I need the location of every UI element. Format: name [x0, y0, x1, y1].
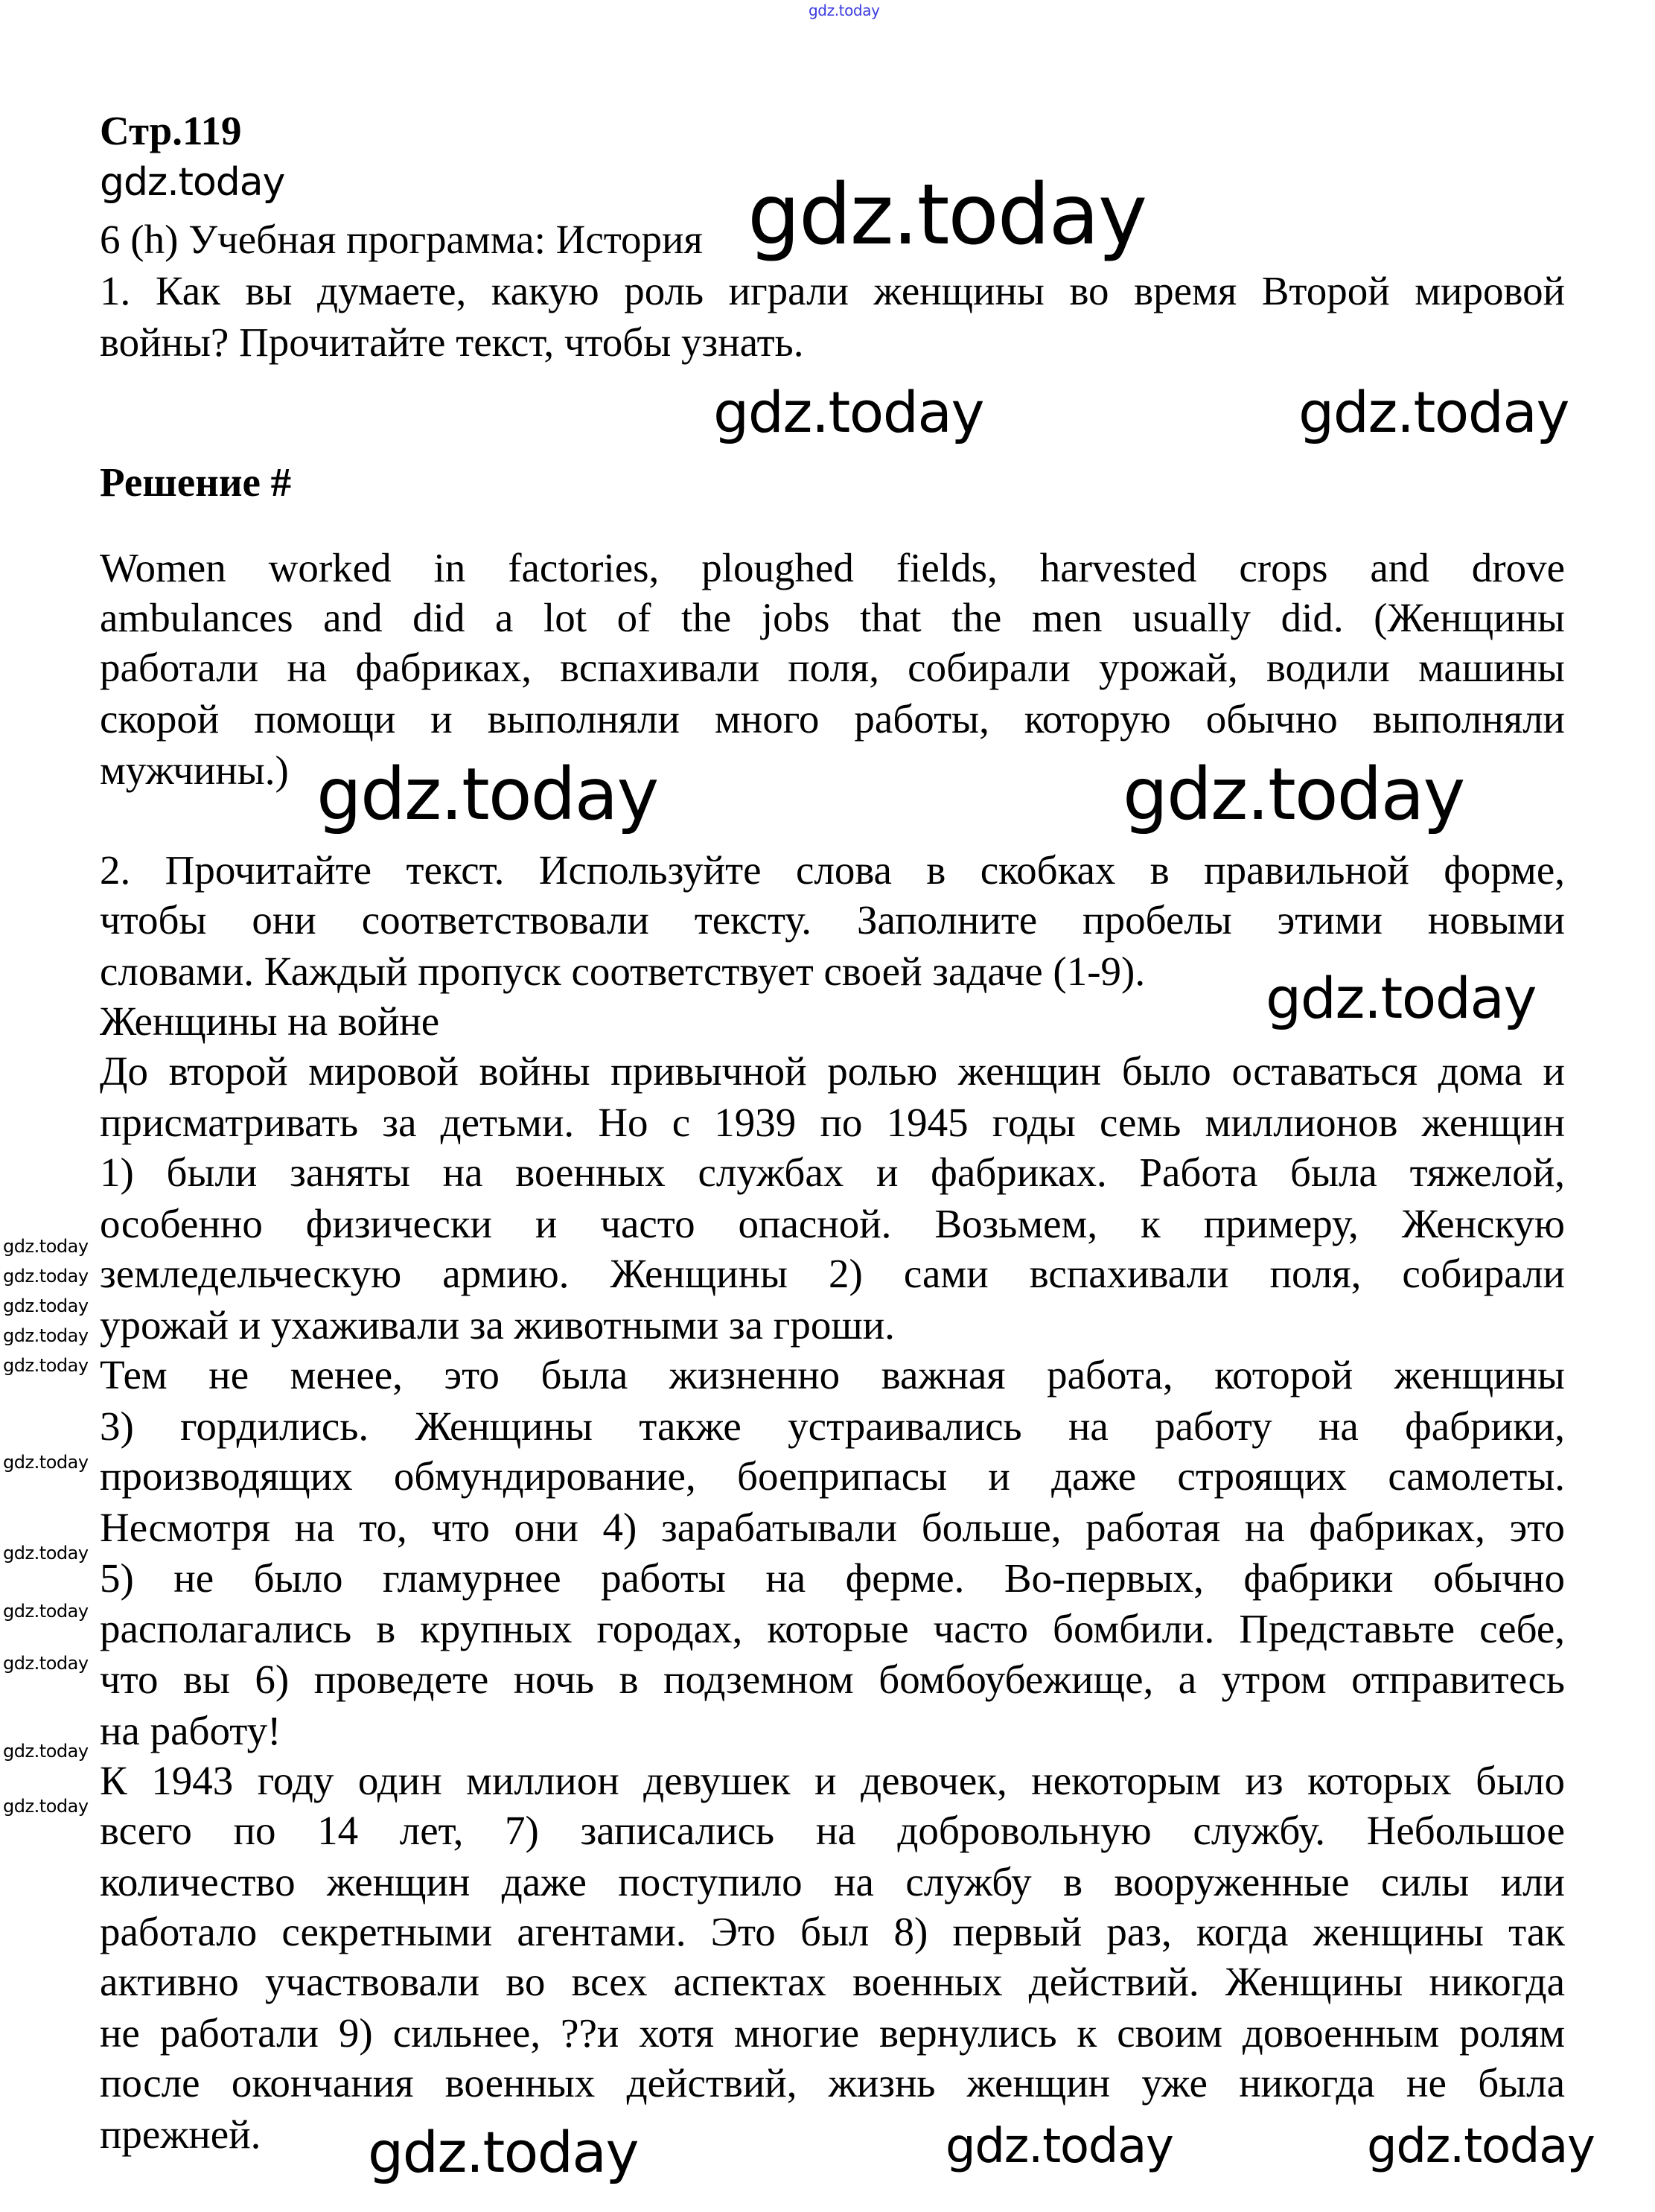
answer-1-line: ambulances and did a lot of the jobs that the men usually did. (Женщины — [100, 595, 1565, 640]
text-line: работало секретными агентами. Это был 8) первый раз, когда женщины так — [100, 1909, 1565, 1954]
text-line: располагались в крупных городах, которые часто бомбили. Представьте себе, — [100, 1606, 1565, 1651]
page-number: Стр.119 — [100, 108, 242, 153]
watermark: gdz.today — [1367, 2119, 1595, 2174]
watermark: gdz.today — [3, 1236, 89, 1257]
text-line: 5) не было гламурнее работы на ферме. Во-первых, фабрики обычно — [100, 1555, 1565, 1601]
answer-1-line: скорой помощи и выполняли много работы, которую обычно выполняли — [100, 696, 1565, 742]
text-line: особенно физически и часто опасной. Возьмем, к примеру, Женскую — [100, 1201, 1565, 1246]
watermark: gdz.today — [368, 2119, 638, 2185]
text-line: что вы 6) проведете ночь в подземном бомбоубежище, а утром отправитесь — [100, 1657, 1565, 1702]
text-line: всего по 14 лет, 7) записались на добровольную службу. Небольшое — [100, 1808, 1565, 1853]
watermark: gdz.today — [3, 1355, 89, 1376]
text-line: после окончания военных действий, жизнь женщин уже никогда не была — [100, 2060, 1565, 2106]
watermark: gdz.today — [713, 379, 983, 445]
watermark: gdz.today — [3, 1452, 89, 1473]
question-2-line: 2. Прочитайте текст. Используйте слова в скобках в правильной форме, — [100, 847, 1565, 893]
answer-1-line: Women worked in factories, ploughed fields, harvested crops and drove — [100, 545, 1565, 590]
text-line: прежней. — [100, 2111, 261, 2157]
solution-heading: Решение # — [100, 459, 292, 505]
text-line: земледельческую армию. Женщины 2) сами вспахивали поля, собирали — [100, 1251, 1565, 1296]
text-line: Несмотря на то, что они 4) зарабатывали больше, работая на фабриках, это — [100, 1505, 1565, 1550]
text-line: производящих обмундирование, боеприпасы и даже строящих самолеты. — [100, 1453, 1565, 1499]
text-line: не работали 9) сильнее, ??и хотя многие вернулись к своим довоенным ролям — [100, 2010, 1565, 2056]
watermark: gdz.today — [316, 753, 658, 836]
answer-1-line: мужчины.) — [100, 748, 289, 793]
watermark: gdz.today — [3, 1796, 89, 1817]
watermark: gdz.today — [1298, 379, 1569, 445]
question-1-line: войны? Прочитайте текст, чтобы узнать. — [100, 319, 804, 365]
text-line: Тем не менее, это была жизненно важная работа, которой женщины — [100, 1352, 1565, 1397]
question-2-line: словами. Каждый пропуск соответствует своей задаче (1-9). — [100, 949, 1146, 994]
watermark: gdz.today — [100, 160, 285, 205]
text-line: К 1943 году один миллион девушек и девочек, некоторым из которых было — [100, 1758, 1565, 1803]
watermark: gdz.today — [3, 1601, 89, 1622]
text-line: активно участвовали во всех аспектах военных действий. Женщины никогда — [100, 1959, 1565, 2004]
text-title: Женщины на войне — [100, 998, 440, 1044]
watermark: gdz.today — [3, 1325, 89, 1346]
question-2-line: чтобы они соответствовали тексту. Заполните пробелы этими новыми — [100, 897, 1565, 943]
watermark: gdz.today — [3, 1266, 89, 1287]
text-line: 3) гордились. Женщины также устраивались на работу на фабрики, — [100, 1403, 1565, 1449]
watermark: gdz.today — [3, 1295, 89, 1316]
watermark: gdz.today — [1266, 965, 1536, 1031]
watermark: gdz.today — [946, 2119, 1173, 2174]
text-line: количество женщин даже поступило на службу в вооруженные силы или — [100, 1859, 1565, 1905]
question-1-line: 1. Как вы думаете, какую роль играли женщины во время Второй мировой — [100, 268, 1565, 313]
page-header-watermark: gdz.today — [809, 1, 880, 19]
subject-line: 6 (h) Учебная программа: История — [100, 217, 703, 262]
watermark: gdz.today — [747, 167, 1146, 264]
watermark: gdz.today — [3, 1741, 89, 1762]
text-line: на работу! — [100, 1708, 281, 1753]
text-line: 1) были заняты на военных службах и фабриках. Работа была тяжелой, — [100, 1150, 1565, 1195]
answer-1-line: работали на фабриках, вспахивали поля, собирали урожай, водили машины — [100, 645, 1565, 690]
watermark: gdz.today — [3, 1543, 89, 1564]
text-line: До второй мировой войны привычной ролью женщин было оставаться дома и — [100, 1048, 1565, 1094]
text-line: урожай и ухаживали за животными за гроши. — [100, 1302, 895, 1348]
text-line: присматривать за детьми. Но с 1939 по 1945 годы семь миллионов женщин — [100, 1100, 1565, 1145]
watermark: gdz.today — [1123, 753, 1464, 836]
watermark: gdz.today — [3, 1653, 89, 1674]
